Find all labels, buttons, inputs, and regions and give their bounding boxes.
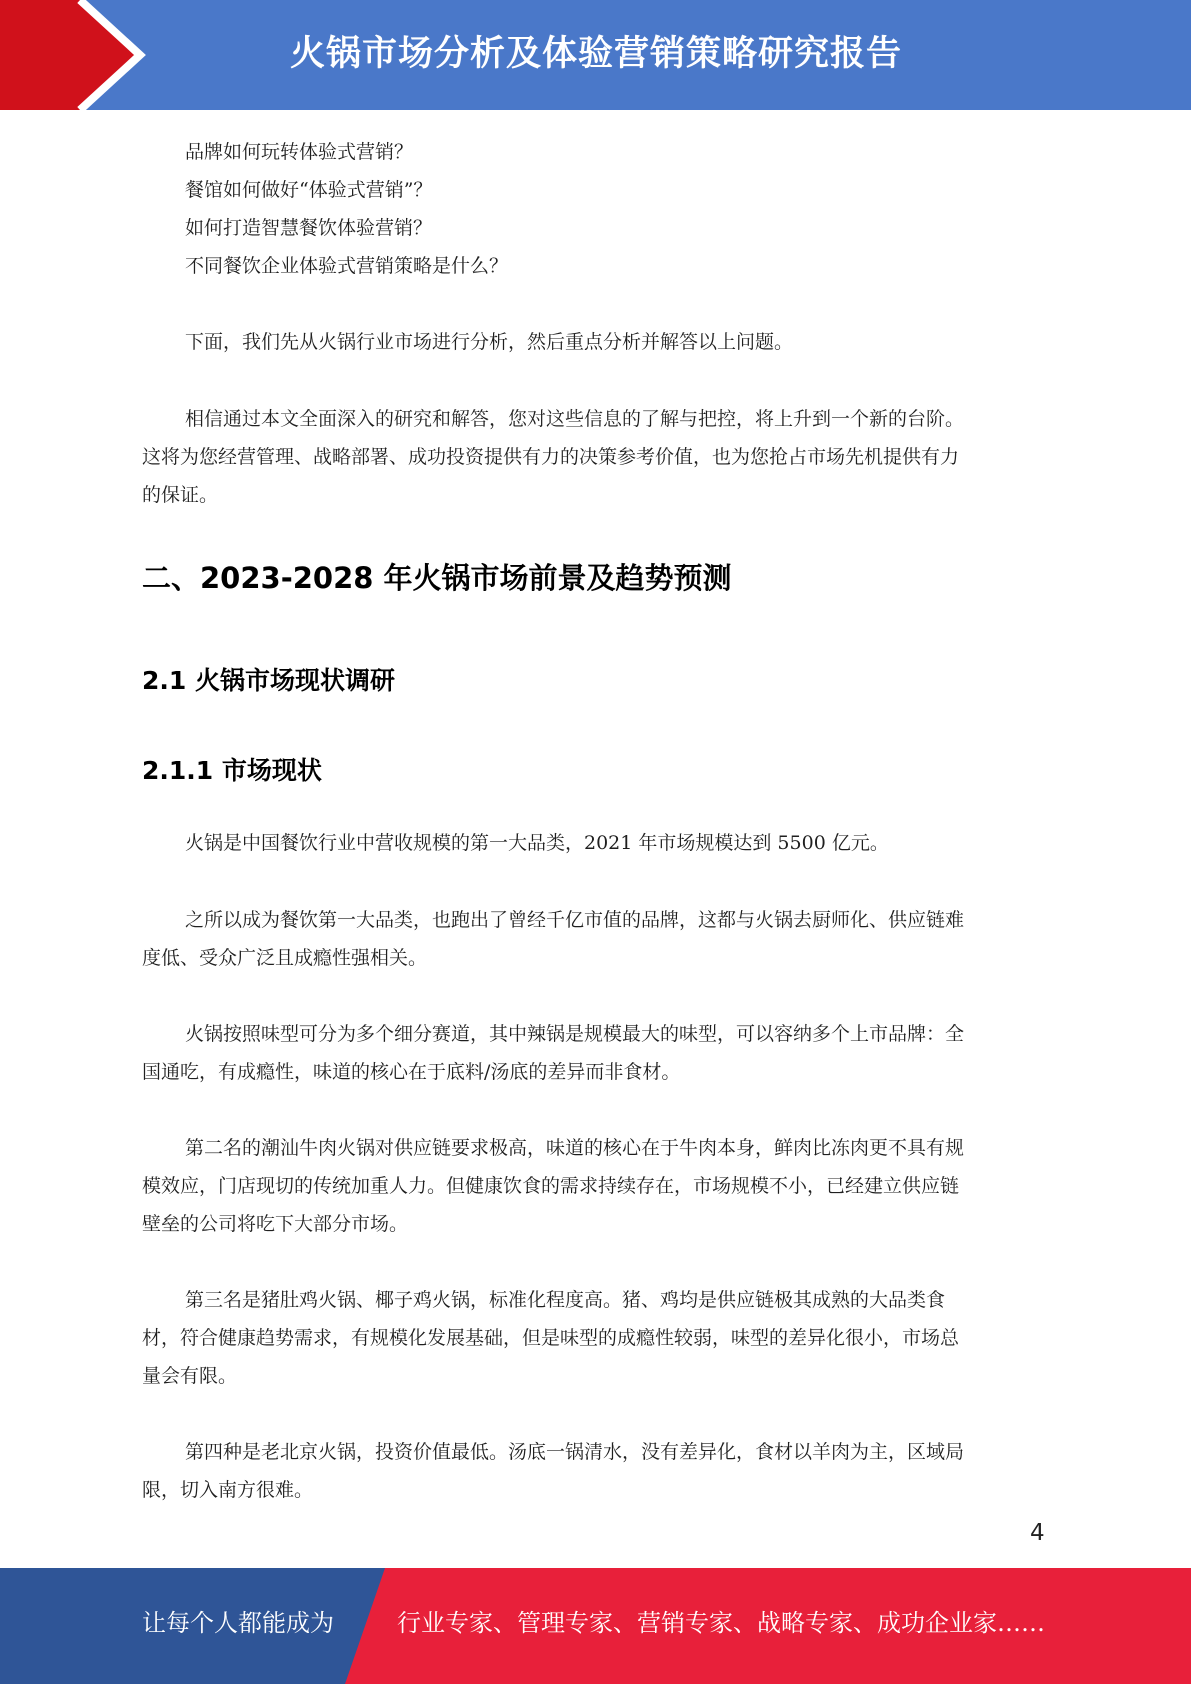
body-paragraph-line: 国通吃，有成瘾性，味道的核心在于底料/汤底的差异而非食材。 [142, 1061, 681, 1083]
header-chevron-icon [0, 0, 160, 110]
page-number: 4 [1030, 1520, 1045, 1546]
header-band [0, 0, 1191, 110]
body-paragraph-line: 第三名是猪肚鸡火锅、椰子鸡火锅，标准化程度高。猪、鸡均是供应链极其成熟的大品类食 [185, 1289, 946, 1311]
question-item: 品牌如何玩转体验式营销？ [185, 141, 414, 163]
question-item: 如何打造智慧餐饮体验营销？ [185, 217, 433, 239]
question-item: 不同餐饮企业体验式营销策略是什么？ [185, 255, 509, 277]
report-title: 火锅市场分析及体验营销策略研究报告 [290, 34, 903, 74]
intro-paragraph: 下面，我们先从火锅行业市场进行分析，然后重点分析并解答以上问题。 [185, 331, 794, 353]
body-paragraph-line: 第二名的潮汕牛肉火锅对供应链要求极高，味道的核心在于牛肉本身，鲜肉比冻肉更不具有规 [185, 1137, 965, 1159]
body-paragraph-line: 之所以成为餐饮第一大品类，也跑出了曾经千亿市值的品牌，这都与火锅去厨师化、供应链难 [185, 909, 965, 931]
body-paragraph-line: 量会有限。 [142, 1365, 238, 1387]
intro-paragraph-line: 相信通过本文全面深入的研究和解答，您对这些信息的了解与把控，将上升到一个新的台阶。 [185, 408, 965, 430]
body-paragraph-line: 模效应，门店现切的传统加重人力。但健康饮食的需求持续存在，市场规模不小，已经建立供应链 [142, 1175, 960, 1197]
section-heading: 二、2023-2028 年火锅市场前景及趋势预测 [142, 561, 732, 595]
body-paragraph-line: 材，符合健康趋势需求，有规模化发展基础，但是味型的成瘾性较弱，味型的差异化很小，市场总 [142, 1327, 960, 1349]
subsection-heading: 2.1 火锅市场现状调研 [142, 666, 395, 695]
body-paragraph-line: 度低、受众广泛且成瘾性强相关。 [142, 947, 428, 969]
intro-paragraph-line: 的保证。 [142, 484, 219, 506]
footer-band [0, 1568, 1191, 1684]
footer-slogan-right: 行业专家、管理专家、营销专家、战略专家、成功企业家…… [397, 1609, 1045, 1637]
intro-paragraph-line: 这将为您经营管理、战略部署、成功投资提供有力的决策参考价值，也为您抢占市场先机提供有力 [142, 446, 960, 468]
body-paragraph-line: 第四种是老北京火锅，投资价值最低。汤底一锅清水，没有差异化，食材以羊肉为主，区域局 [185, 1441, 965, 1463]
body-paragraph-line: 限，切入南方很难。 [142, 1479, 314, 1501]
subsubsection-heading: 2.1.1 市场现状 [142, 756, 322, 785]
body-paragraph-line: 火锅按照味型可分为多个细分赛道，其中辣锅是规模最大的味型，可以容纳多个上市品牌：全 [185, 1023, 965, 1045]
footer-slogan-left: 让每个人都能成为 [142, 1609, 334, 1637]
question-item: 餐馆如何做好“体验式营销”？ [185, 179, 433, 201]
body-paragraph-line: 壁垒的公司将吃下大部分市场。 [142, 1213, 409, 1235]
body-paragraph-line: 火锅是中国餐饮行业中营收规模的第一大品类，2021 年市场规模达到 5500 亿元。 [185, 832, 889, 854]
